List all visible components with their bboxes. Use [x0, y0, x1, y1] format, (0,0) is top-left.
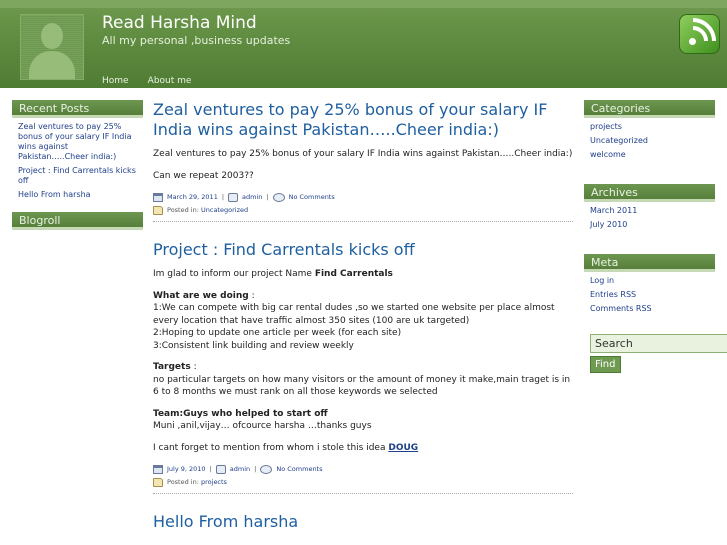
list-item — [18, 122, 137, 162]
list-item — [590, 136, 709, 146]
recent-post-link[interactable]: Hello From harsha — [18, 190, 91, 199]
section-heading: What are we doing — [153, 290, 249, 301]
post-meta — [153, 463, 573, 494]
category-link[interactable]: Uncategorized — [590, 136, 648, 145]
folder-icon — [153, 206, 163, 215]
heading-colon: : — [248, 290, 255, 301]
avatar-body-shape — [29, 51, 75, 80]
archive-link[interactable]: March 2011 — [590, 206, 638, 215]
login-link[interactable]: Log in — [590, 276, 615, 285]
list-line: 3:Consistent link building and review weekly — [153, 340, 354, 351]
avatar-head-shape — [41, 23, 63, 49]
post-date-link[interactable]: March 29, 2011 — [167, 193, 218, 201]
meta-list — [584, 272, 715, 326]
post-date-link[interactable]: July 9, 2010 — [167, 465, 206, 473]
archives-title: Archives — [584, 184, 715, 202]
post-title — [153, 240, 573, 260]
targets-text: no particular targets on how many visitors or the amount of money it make,main traget is in 6 to 8 months we must rank on all those keywords we selected — [153, 374, 571, 397]
post-intro-text: Im glad to inform our project Name — [153, 269, 315, 279]
archives-list — [584, 202, 715, 242]
post-body — [153, 268, 573, 454]
user-icon — [228, 193, 238, 202]
archive-link[interactable]: July 2010 — [590, 220, 628, 229]
meta-separator: | — [209, 465, 212, 473]
section-heading: Targets — [153, 362, 191, 372]
post-paragraph — [153, 361, 573, 399]
post-comments-link[interactable]: No Comments — [276, 465, 323, 473]
recent-posts-list — [12, 118, 143, 212]
category-link[interactable]: welcome — [590, 150, 626, 159]
find-button[interactable]: Find — [590, 356, 621, 373]
site-description: All my personal ,business updates — [102, 34, 291, 47]
categories-widget — [584, 100, 715, 172]
post-category-line — [153, 476, 573, 489]
posted-in-label: Posted in: — [167, 206, 199, 214]
post-meta-line — [153, 463, 573, 476]
project-name: Find Carrentals — [314, 269, 393, 279]
blogroll-title: Blogroll — [12, 212, 143, 230]
categories-title: Categories — [584, 100, 715, 118]
list-item — [590, 122, 709, 132]
post-title-link[interactable]: Zeal ventures to pay 25% bonus of your salary IF India wins against Pakistan…..Cheer india:) — [153, 100, 548, 139]
list-item — [590, 206, 709, 216]
post-title — [153, 512, 573, 532]
post-meta — [153, 191, 573, 222]
site-title[interactable]: Read Harsha Mind — [102, 13, 257, 33]
list-line: 2:Hoping to update one article per week (for each site) — [153, 328, 402, 338]
doug-link[interactable]: DOUG — [388, 442, 419, 453]
category-link[interactable]: projects — [590, 122, 622, 131]
post-body — [153, 148, 573, 182]
user-icon — [216, 465, 226, 474]
posted-in-label: Posted in: — [167, 478, 199, 486]
header-stripe — [0, 0, 727, 8]
post-title-link[interactable]: Project : Find Carrentals kicks off — [153, 240, 415, 259]
search-input[interactable] — [590, 334, 727, 353]
comments-rss-link[interactable]: Comments RSS — [590, 304, 652, 313]
comment-icon — [273, 193, 285, 202]
post-paragraph: Zeal ventures to pay 25% bonus of your salary IF India wins against Pakistan…..Cheer india:) — [153, 149, 573, 159]
right-sidebar — [584, 100, 715, 385]
calendar-icon — [153, 465, 163, 474]
rss-dot — [689, 38, 696, 45]
rss-feed-icon[interactable] — [679, 14, 720, 54]
post-title-link[interactable]: Hello From harsha — [153, 512, 299, 531]
post-author-link[interactable]: admin — [229, 465, 251, 473]
post-author-link[interactable]: admin — [242, 193, 263, 201]
calendar-icon — [153, 193, 163, 202]
folder-icon — [153, 478, 163, 487]
main-content — [153, 100, 573, 545]
post-category-line — [153, 204, 573, 217]
section-heading: Team:Guys who helped to start off — [153, 408, 328, 419]
meta-separator: | — [266, 193, 269, 201]
team-text: Muni ,anil,vijay… ofcource harsha …thanks guys — [153, 421, 372, 431]
main-nav — [102, 68, 205, 87]
list-item — [590, 276, 709, 286]
nav-about-link[interactable]: About me — [147, 76, 192, 86]
list-item — [18, 166, 137, 186]
entries-rss-link[interactable]: Entries RSS — [590, 290, 637, 299]
credit-text: I cant forget to mention from whom i stole this idea — [153, 442, 389, 453]
post — [153, 100, 573, 222]
post — [153, 240, 573, 494]
meta-widget — [584, 254, 715, 326]
archives-widget — [584, 184, 715, 242]
recent-post-link[interactable]: Project : Find Carrentals kicks off — [18, 166, 136, 185]
meta-separator: | — [221, 193, 225, 201]
recent-post-link[interactable]: Zeal ventures to pay 25% bonus of your salary IF India wins against Pakistan…..Cheer india:) — [18, 122, 132, 161]
list-item — [18, 190, 137, 200]
avatar — [20, 14, 84, 80]
post-paragraph: Can we repeat 2003?? — [153, 170, 254, 181]
list-item — [590, 220, 709, 230]
list-item — [590, 304, 709, 314]
post-category-link[interactable]: Uncategorized — [201, 206, 249, 214]
post — [153, 512, 573, 532]
search-widget — [584, 332, 715, 373]
list-item — [590, 150, 709, 160]
post-category-link[interactable]: projects — [201, 478, 227, 486]
post-paragraph — [153, 290, 573, 353]
recent-posts-widget — [12, 100, 143, 212]
meta-separator: | — [254, 465, 257, 473]
post-comments-link[interactable]: No Comments — [288, 193, 335, 201]
categories-list — [584, 118, 715, 172]
list-item — [590, 290, 709, 300]
left-sidebar — [12, 100, 143, 230]
heading-colon: : — [190, 362, 197, 372]
post-paragraph — [153, 268, 573, 281]
post-title — [153, 100, 573, 140]
nav-home-link[interactable]: Home — [102, 76, 129, 86]
recent-posts-title: Recent Posts — [12, 100, 143, 118]
meta-title: Meta — [584, 254, 715, 272]
list-line: 1:We can compete with big car rental dudes ,so we started one website per place almost every location that have traffic almost 350 sites (100 are uk targeted) — [153, 303, 555, 326]
comment-icon — [260, 465, 272, 474]
post-paragraph — [153, 408, 573, 433]
blogroll-widget — [12, 212, 143, 230]
post-paragraph — [153, 442, 573, 455]
post-meta-line — [153, 191, 573, 204]
site-header — [0, 0, 727, 88]
